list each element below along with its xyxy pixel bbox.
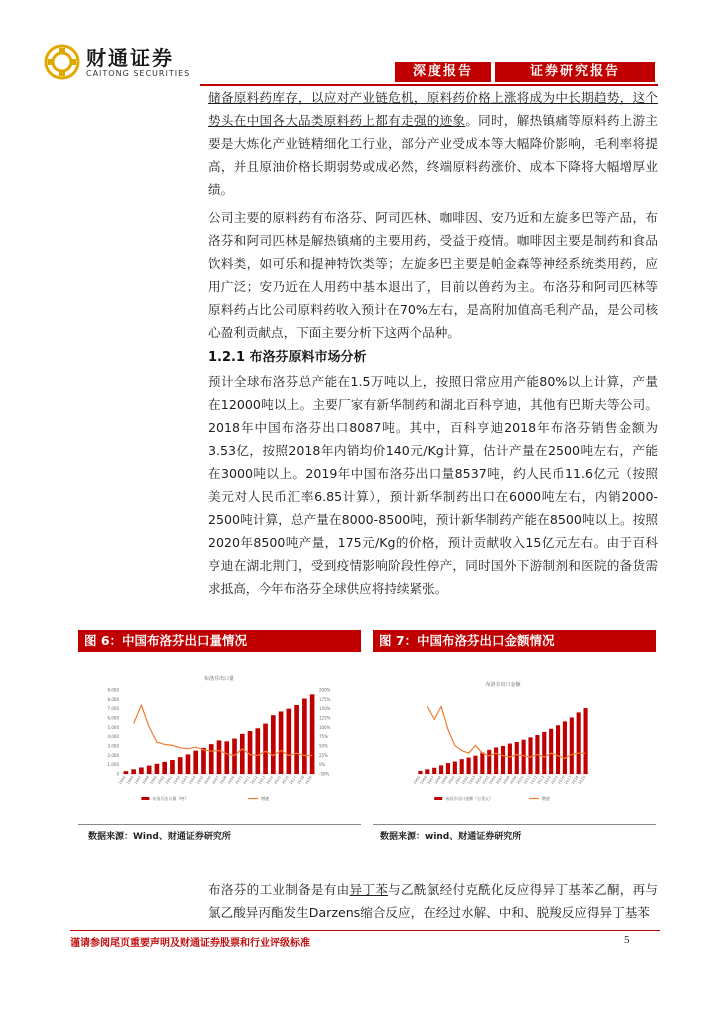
legend-line-label: 增速 xyxy=(541,796,550,801)
chart-bar xyxy=(131,769,136,774)
figure-7-source: 数据来源：wind、财通证券研究所 xyxy=(380,832,522,842)
x-tick-label: 2003 xyxy=(180,775,189,786)
x-tick-label: 2015 xyxy=(550,775,559,786)
x-tick-label: 1998 xyxy=(141,775,150,786)
legend-bar-label: 布洛芬出口金额（万美元） xyxy=(445,796,494,801)
chart-bar xyxy=(302,699,307,774)
x-tick-label: 2009 xyxy=(226,775,236,786)
x-tick-label: 2014 xyxy=(265,775,275,786)
x-tick-label: 2005 xyxy=(195,775,205,786)
chart-bar xyxy=(162,762,167,774)
x-tick-label: 2006 xyxy=(203,775,213,786)
x-tick-label: 2001 xyxy=(454,775,463,786)
x-tick-label: 1996 xyxy=(125,775,135,786)
paragraph-3 xyxy=(208,370,658,600)
paragraph-1-underlined: 储备原料药库存，以应对产业链危机，原料药价格上涨将成为中长期趋势，这个势头在中国各大品类原料药上都有走强的迹象 xyxy=(208,90,658,128)
caitong-logo-icon xyxy=(44,44,80,80)
legend-bar-swatch xyxy=(141,797,149,800)
y-tick-label: 4,000 xyxy=(107,734,119,740)
chart-bar xyxy=(209,744,214,774)
x-tick-label: 2004 xyxy=(474,775,484,786)
x-tick-label: 2004 xyxy=(188,775,197,786)
y2-tick-label: 0% xyxy=(319,762,326,768)
x-tick-label: 2000 xyxy=(447,775,456,786)
export-volume-chart xyxy=(78,652,361,824)
y-tick-label: 1,000 xyxy=(107,762,119,768)
paragraph-4-underlined: 异丁苯 xyxy=(349,882,389,897)
y2-tick-label: 175% xyxy=(319,696,331,702)
chart-bar xyxy=(147,766,152,774)
y2-tick-label: 75% xyxy=(319,734,328,740)
figure-6-chart xyxy=(78,652,361,824)
paragraph-2 xyxy=(208,206,658,344)
x-tick-label: 2010 xyxy=(234,775,244,786)
x-tick-label: 2013 xyxy=(536,775,546,786)
paragraph-4-post: 与乙酰氯经付克酰化反应得异丁基苯乙酮，再与氯乙酸异丙酯发生Darzens缩合反应，在经过水解、中和、脱羧反应得异丁基苯 xyxy=(208,882,659,920)
chart-bar xyxy=(508,744,512,774)
footer-disclaimer: 谨请参阅尾页重要声明及财通证券股票和行业评级标准 xyxy=(70,938,310,949)
chart-bar xyxy=(294,705,299,774)
figure-7-divider xyxy=(373,824,656,825)
chart-bar xyxy=(255,728,260,774)
y2-tick-label: 100% xyxy=(319,724,331,730)
x-tick-label: 2016 xyxy=(281,775,290,786)
paragraph-4 xyxy=(208,878,658,924)
figure-7-chart xyxy=(373,652,656,824)
chart-title: 布洛芬出口金额 xyxy=(485,682,521,688)
x-tick-label: 2008 xyxy=(502,775,511,786)
x-tick-label: 2015 xyxy=(273,775,282,786)
y2-tick-label: 25% xyxy=(319,752,328,758)
y2-tick-label: 150% xyxy=(319,706,331,712)
chart-bar xyxy=(487,750,491,774)
chart-bar xyxy=(232,739,237,774)
x-tick-label: 2011 xyxy=(242,775,251,786)
y2-tick-label: -50% xyxy=(319,771,330,777)
x-tick-label: 2011 xyxy=(522,775,532,786)
x-tick-label: 2007 xyxy=(211,775,220,786)
y-tick-label: 7,000 xyxy=(107,706,119,712)
chart-title: 布洛芬出口量 xyxy=(203,676,235,682)
chart-bar xyxy=(217,740,222,774)
y-tick-label: 2,000 xyxy=(107,752,119,758)
y-tick-label: 8,000 xyxy=(107,696,119,702)
x-tick-label: 1996 xyxy=(419,775,429,786)
chart-bar xyxy=(271,715,276,774)
x-tick-label: 1999 xyxy=(440,775,449,786)
x-tick-label: 1998 xyxy=(433,775,442,786)
legend-line-label: 增速 xyxy=(261,796,270,801)
chart-bar xyxy=(460,759,464,774)
company-logo xyxy=(44,44,190,80)
x-tick-label: 2019 xyxy=(577,775,587,786)
x-tick-label: 2000 xyxy=(156,775,166,786)
chart-bar xyxy=(446,763,450,774)
paragraph-4-pre: 布洛芬的工业制备是有由 xyxy=(208,882,350,897)
x-tick-label: 2018 xyxy=(570,775,580,786)
chart-bar xyxy=(201,748,206,774)
chart-growth-line xyxy=(134,705,313,755)
x-tick-label: 2008 xyxy=(219,775,228,786)
chart-bar xyxy=(287,709,292,774)
paragraph-2-text: 公司主要的原料药有布洛芬、阿司匹林、咖啡因、安乃近和左旋多巴等产品，布洛芬和阿司匹林是解热镇痛的主要用药，受益于疫情。咖啡因主要是制药和食品饮料类，如可乐和提神特饮类等；左旋多巴主要是帕金森等神经系统类用药，应用广泛；安乃近在人用药中基本退出了，目前以兽药为主。布洛芬和阿司匹林等原料药占比公司原料药收入预计在70%左右，是高附加值高毛利产品，是公司核心盈利贡献点，下面主要分析下这两个品种。 xyxy=(208,210,658,340)
chart-bar xyxy=(425,769,429,774)
x-tick-label: 1999 xyxy=(149,775,158,786)
chart-bar xyxy=(124,771,129,774)
chart-bar xyxy=(178,757,183,774)
export-value-chart xyxy=(373,652,656,824)
chart-bar xyxy=(501,746,505,774)
tab-deep-report: 深度报告 xyxy=(395,62,491,82)
chart-bar xyxy=(570,717,574,774)
chart-bar xyxy=(480,753,484,774)
chart-bar xyxy=(542,732,546,774)
chart-bar xyxy=(310,694,315,774)
x-tick-label: 2013 xyxy=(257,775,267,786)
x-tick-label: 2018 xyxy=(296,775,306,786)
x-tick-label: 1995 xyxy=(412,775,422,786)
x-tick-label: 2016 xyxy=(557,775,566,786)
x-tick-label: 1997 xyxy=(133,775,143,786)
chart-bar xyxy=(528,737,532,774)
chart-bar xyxy=(170,760,175,774)
x-tick-label: 2017 xyxy=(564,775,573,786)
x-tick-label: 2001 xyxy=(164,775,174,786)
figure-6-source: 数据来源：Wind、财通证券研究所 xyxy=(88,832,231,842)
x-tick-label: 2006 xyxy=(488,775,497,786)
chart-bar xyxy=(515,742,519,774)
chart-bar xyxy=(556,725,560,774)
x-tick-label: 2005 xyxy=(481,775,491,786)
figure-6-title: 图 6：中国布洛芬出口量情况 xyxy=(78,630,361,652)
paragraph-1-rest: 。同时，解热镇痛等原料药上游主要是大炼化产业链精细化工行业，部分产业受成本等大幅降价影响，毛利率将提高，并且原油价格长期弱势或成必然，终端原料药涨价、成本下降将大幅增厚业绩。 xyxy=(208,113,659,197)
chart-bar xyxy=(453,762,457,774)
chart-growth-line xyxy=(427,706,585,758)
x-tick-label: 2009 xyxy=(509,775,518,786)
y2-tick-label: 125% xyxy=(319,715,331,721)
x-tick-label: 2014 xyxy=(543,775,552,786)
y-tick-label: 6,000 xyxy=(107,715,119,721)
x-tick-label: 2002 xyxy=(172,775,182,786)
chart-bar xyxy=(439,765,443,774)
x-tick-label: 1997 xyxy=(426,775,436,786)
figure-7-title: 图 7：中国布洛芬出口金额情况 xyxy=(373,630,656,652)
x-tick-label: 2010 xyxy=(515,775,525,786)
chart-bar xyxy=(155,764,160,774)
chart-bar xyxy=(549,729,553,774)
chart-bar xyxy=(522,740,526,774)
y-tick-label: 0 xyxy=(116,771,119,777)
y2-tick-label: 50% xyxy=(319,743,328,749)
legend-bar-label: 布洛芬出口量（吨） xyxy=(152,796,189,801)
x-tick-label: 2012 xyxy=(250,775,259,786)
chart-bar xyxy=(467,758,471,774)
chart-bar xyxy=(432,768,436,774)
y-tick-label: 5,000 xyxy=(107,724,119,730)
x-tick-label: 2017 xyxy=(288,775,298,786)
paragraph-3-text: 预计全球布洛芬总产能在1.5万吨以上，按照日常应用产能80%以上计算，产量在12000吨以上。主要厂家有新华制药和湖北百科亨迪，其他有巴斯夫等公司。2018年中国布洛芬出口8087吨。其中，百科亨迪2018年布洛芬销售金额为3.53亿，按照2018年内销均价140元/Kg计算，估计产量在2500吨左右，产能在3000吨以上。2019年中国布洛芬出口量8537吨，约人民币11.6亿元（按照美元对人民币汇率6.85计算），预计新华制药出口在6000吨左右，内销2000-2500吨计算，总产量在8000-8500吨，预计新华制药产能在8500吨以上。按照2020年8500吨产量，175元/Kg的价格，预计贡献收入15亿元左右。由于百科亨迪在湖北荆门，受到疫情影响阶段性停产，同时国外下游制剂和医院的备货需求抵高，今年布洛芬全球供应将持续紧张。 xyxy=(208,374,658,596)
chart-bar xyxy=(577,712,581,774)
chart-bar xyxy=(193,751,198,774)
x-tick-label: 2019 xyxy=(304,775,313,786)
chart-bar xyxy=(418,771,422,774)
paragraph-1 xyxy=(208,86,658,201)
page-number: 5 xyxy=(624,934,630,946)
x-tick-label: 2007 xyxy=(495,775,504,786)
chart-bar xyxy=(473,756,477,774)
chart-bar xyxy=(139,767,144,774)
legend-bar-swatch xyxy=(434,797,442,800)
header-tabs xyxy=(395,62,655,82)
footer-divider xyxy=(70,930,660,931)
x-tick-label: 1995 xyxy=(118,775,127,786)
chart-bar xyxy=(248,731,253,774)
section-heading: 1.2.1 布洛芬原料市场分析 xyxy=(208,350,367,365)
x-tick-label: 2002 xyxy=(460,775,470,786)
chart-bar xyxy=(279,711,284,774)
figure-6-divider xyxy=(78,824,361,825)
chart-bar xyxy=(240,734,245,774)
tab-securities-research: 证券研究报告 xyxy=(495,62,655,82)
chart-bar xyxy=(186,754,191,774)
logo-english-name: CAITONG SECURITIES xyxy=(86,68,191,78)
chart-bar xyxy=(563,721,567,774)
y-tick-label: 3,000 xyxy=(107,743,119,749)
logo-chinese-name: 财通证券 xyxy=(86,45,174,70)
chart-bar xyxy=(494,747,498,774)
x-tick-label: 2003 xyxy=(467,775,477,786)
y2-tick-label: 200% xyxy=(319,687,331,693)
chart-bar xyxy=(224,741,229,774)
chart-bar xyxy=(583,708,587,774)
x-tick-label: 2012 xyxy=(529,775,539,786)
y-tick-label: 9,000 xyxy=(107,687,119,693)
chart-bar xyxy=(263,724,268,774)
